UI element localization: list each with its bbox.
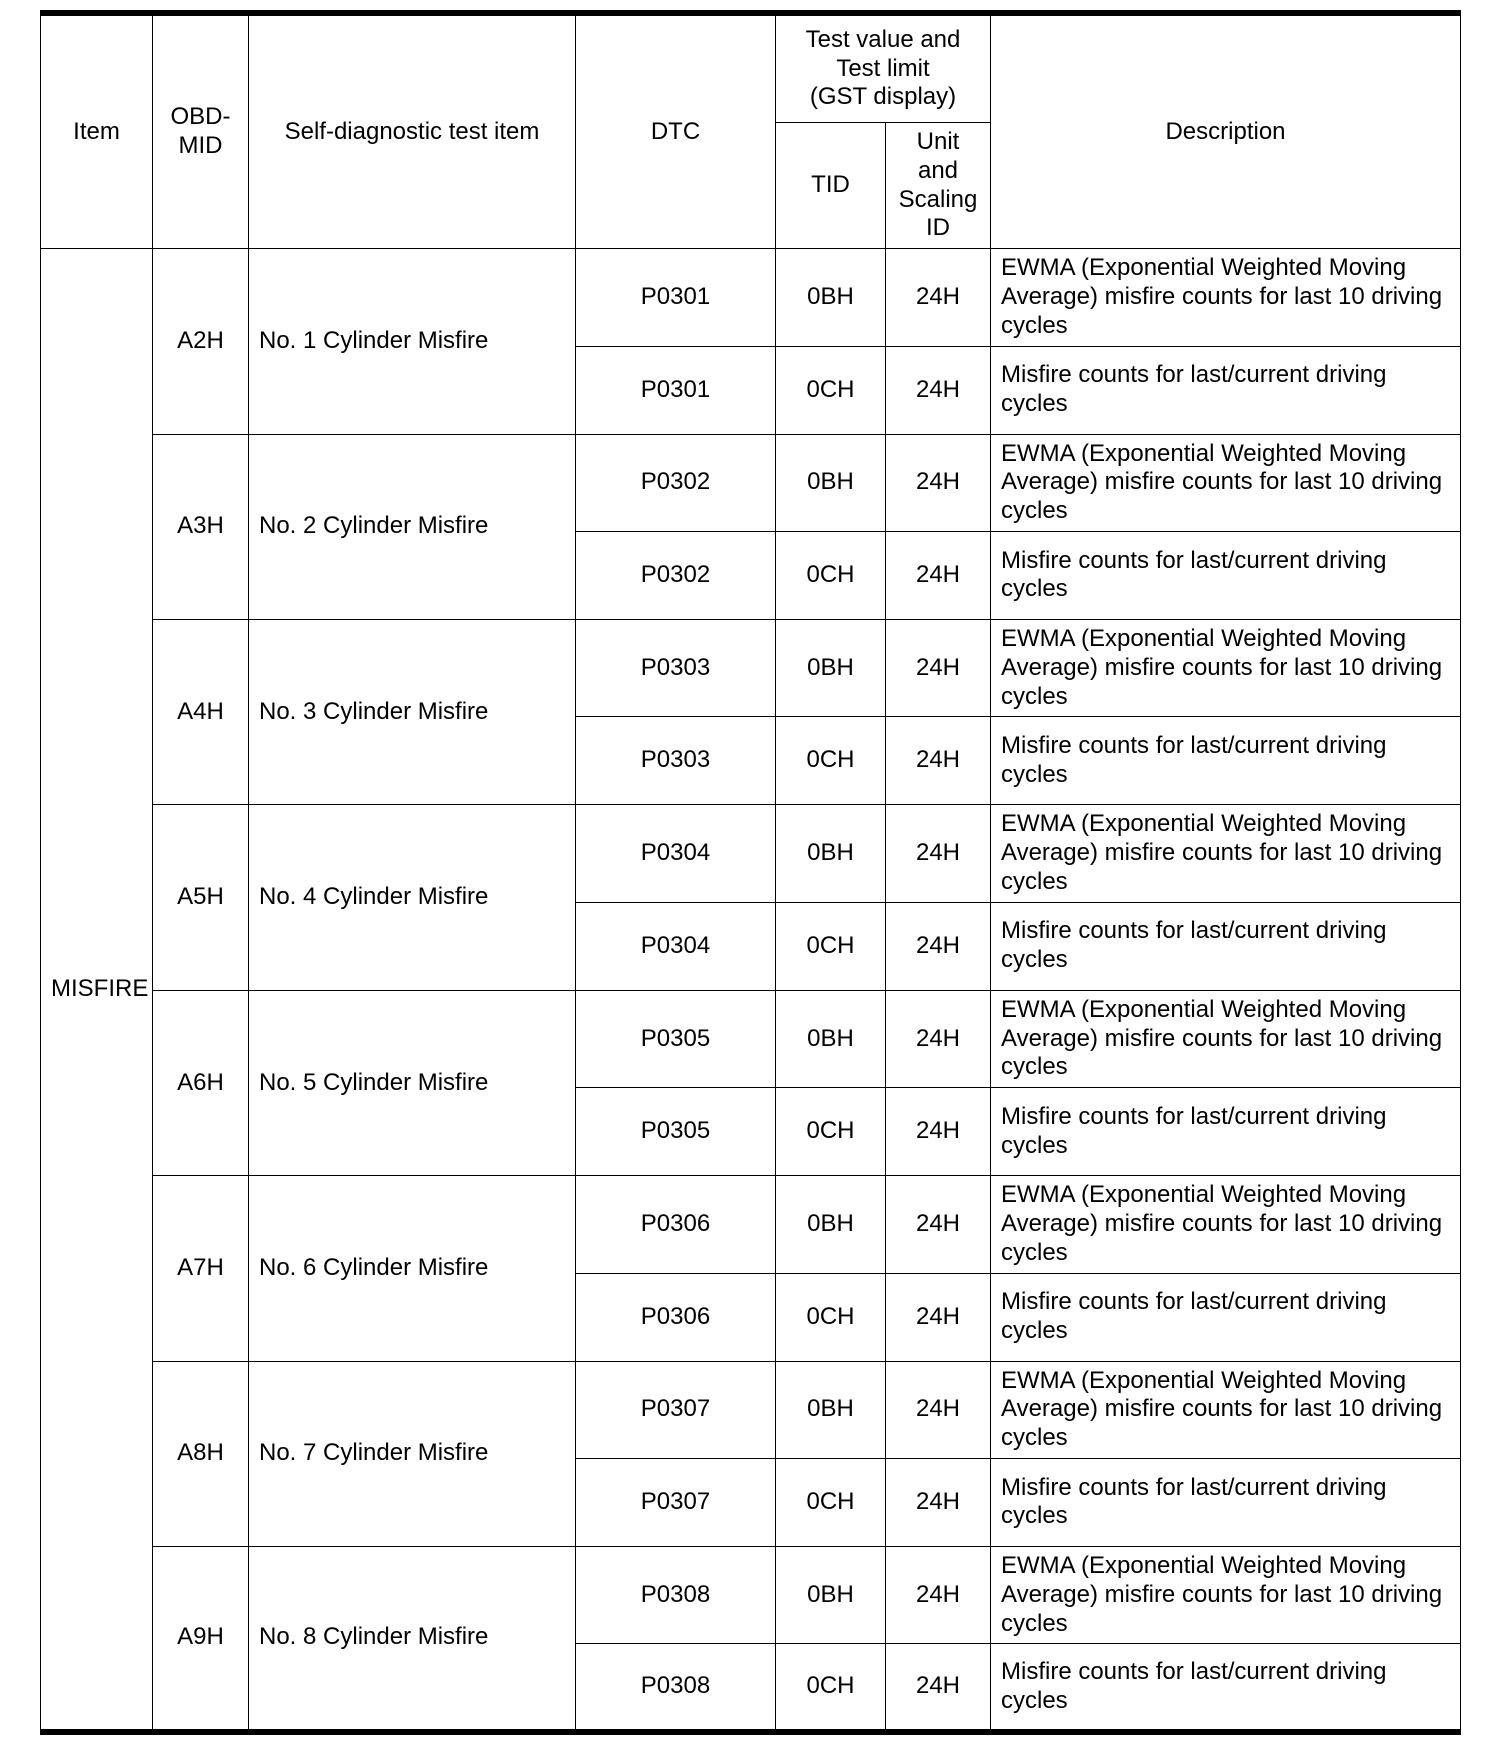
unit-scaling-cell: 24H [886,902,991,990]
table-row [41,249,1461,346]
description-cell: Misfire counts for last/current driving cycles [991,1458,1461,1546]
table-row [41,805,1461,902]
test-value-group-header [776,13,991,123]
test-item-cell: No. 1 Cylinder Misfire [249,249,576,434]
test-value-group-line1: Test value and Test limit [805,25,961,82]
description-cell: Misfire counts for last/current driving cycles [991,346,1461,434]
unit-scaling-cell: 24H [886,1546,991,1643]
table-row [41,990,1461,1087]
test-item-cell: No. 5 Cylinder Misfire [249,990,576,1175]
dtc-cell: P0302 [576,531,776,619]
dtc-column-header: DTC [576,13,776,249]
obd-mid-cell: A8H [153,1361,249,1546]
dtc-cell: P0304 [576,805,776,902]
header-row [41,13,1461,123]
dtc-cell: P0301 [576,346,776,434]
description-cell: Misfire counts for last/current driving cycles [991,902,1461,990]
tid-column-header: TID [776,123,886,249]
unit-scaling-cell: 24H [886,717,991,805]
unit-scaling-cell: 24H [886,249,991,346]
obd-mid-cell: A6H [153,990,249,1175]
tid-cell: 0BH [776,434,886,531]
dtc-cell: P0305 [576,990,776,1087]
dtc-cell: P0306 [576,1176,776,1273]
dtc-cell: P0302 [576,434,776,531]
obd-mid-cell: A5H [153,805,249,990]
dtc-cell: P0308 [576,1644,776,1732]
description-cell: Misfire counts for last/current driving cycles [991,717,1461,805]
unit-scaling-cell: 24H [886,1088,991,1176]
tid-cell: 0BH [776,1361,886,1458]
description-cell: EWMA (Exponential Weighted Moving Average) misfire counts for last 10 driving cycles [991,1361,1461,1458]
description-cell: Misfire counts for last/current driving cycles [991,531,1461,619]
description-cell: EWMA (Exponential Weighted Moving Average) misfire counts for last 10 driving cycles [991,619,1461,716]
dtc-cell: P0306 [576,1273,776,1361]
unit-scaling-cell: 24H [886,1458,991,1546]
table-row [41,1176,1461,1273]
unit-scaling-cell: 24H [886,1361,991,1458]
tid-cell: 0CH [776,1458,886,1546]
obd-mid-cell: A2H [153,249,249,434]
obd-mid-cell: A9H [153,1546,249,1731]
table-body [41,249,1461,1732]
description-cell: EWMA (Exponential Weighted Moving Average) misfire counts for last 10 driving cycles [991,434,1461,531]
dtc-cell: P0303 [576,619,776,716]
table-row [41,1361,1461,1458]
test-item-cell: No. 2 Cylinder Misfire [249,434,576,619]
test-item-cell: No. 8 Cylinder Misfire [249,1546,576,1731]
self-diagnostic-table [40,10,1461,1735]
unit-scaling-cell: 24H [886,1176,991,1273]
dtc-cell: P0307 [576,1458,776,1546]
tid-cell: 0BH [776,990,886,1087]
tid-cell: 0CH [776,346,886,434]
unit-scaling-column-header: Unit and Scaling ID [886,123,991,249]
table-header [41,13,1461,249]
description-cell: EWMA (Exponential Weighted Moving Average) misfire counts for last 10 driving cycles [991,1176,1461,1273]
tid-cell: 0CH [776,1088,886,1176]
tid-cell: 0CH [776,531,886,619]
obd-mid-column-header: OBD-MID [153,13,249,249]
description-cell: Misfire counts for last/current driving cycles [991,1644,1461,1732]
tid-cell: 0CH [776,1644,886,1732]
tid-cell: 0CH [776,902,886,990]
dtc-cell: P0301 [576,249,776,346]
description-column-header: Description [991,13,1461,249]
tid-cell: 0BH [776,249,886,346]
obd-mid-cell: A7H [153,1176,249,1361]
unit-scaling-cell: 24H [886,990,991,1087]
test-value-group-line2: (GST display) [809,83,957,111]
description-cell: EWMA (Exponential Weighted Moving Average) misfire counts for last 10 driving cycles [991,805,1461,902]
tid-cell: 0CH [776,1273,886,1361]
description-cell: EWMA (Exponential Weighted Moving Average) misfire counts for last 10 driving cycles [991,249,1461,346]
item-column-header: Item [41,13,153,249]
dtc-cell: P0303 [576,717,776,805]
obd-mid-cell: A4H [153,619,249,804]
obd-mid-cell: A3H [153,434,249,619]
table-row [41,434,1461,531]
test-item-cell: No. 3 Cylinder Misfire [249,619,576,804]
tid-cell: 0BH [776,1546,886,1643]
description-cell: Misfire counts for last/current driving cycles [991,1273,1461,1361]
description-cell: EWMA (Exponential Weighted Moving Average) misfire counts for last 10 driving cycles [991,1546,1461,1643]
tid-cell: 0CH [776,717,886,805]
unit-scaling-cell: 24H [886,531,991,619]
test-item-column-header: Self-diagnostic test item [249,13,576,249]
unit-scaling-cell: 24H [886,619,991,716]
unit-scaling-cell: 24H [886,434,991,531]
test-item-cell: No. 4 Cylinder Misfire [249,805,576,990]
item-cell: MISFIRE [41,249,153,1732]
unit-scaling-cell: 24H [886,346,991,434]
unit-scaling-cell: 24H [886,1644,991,1732]
test-item-cell: No. 6 Cylinder Misfire [249,1176,576,1361]
tid-cell: 0BH [776,619,886,716]
tid-cell: 0BH [776,1176,886,1273]
unit-scaling-cell: 24H [886,805,991,902]
test-item-cell: No. 7 Cylinder Misfire [249,1361,576,1546]
dtc-cell: P0308 [576,1546,776,1643]
unit-scaling-cell: 24H [886,1273,991,1361]
dtc-cell: P0304 [576,902,776,990]
table-row [41,619,1461,716]
description-cell: Misfire counts for last/current driving cycles [991,1088,1461,1176]
description-cell: EWMA (Exponential Weighted Moving Average) misfire counts for last 10 driving cycles [991,990,1461,1087]
dtc-cell: P0307 [576,1361,776,1458]
tid-cell: 0BH [776,805,886,902]
table-row [41,1546,1461,1643]
dtc-cell: P0305 [576,1088,776,1176]
